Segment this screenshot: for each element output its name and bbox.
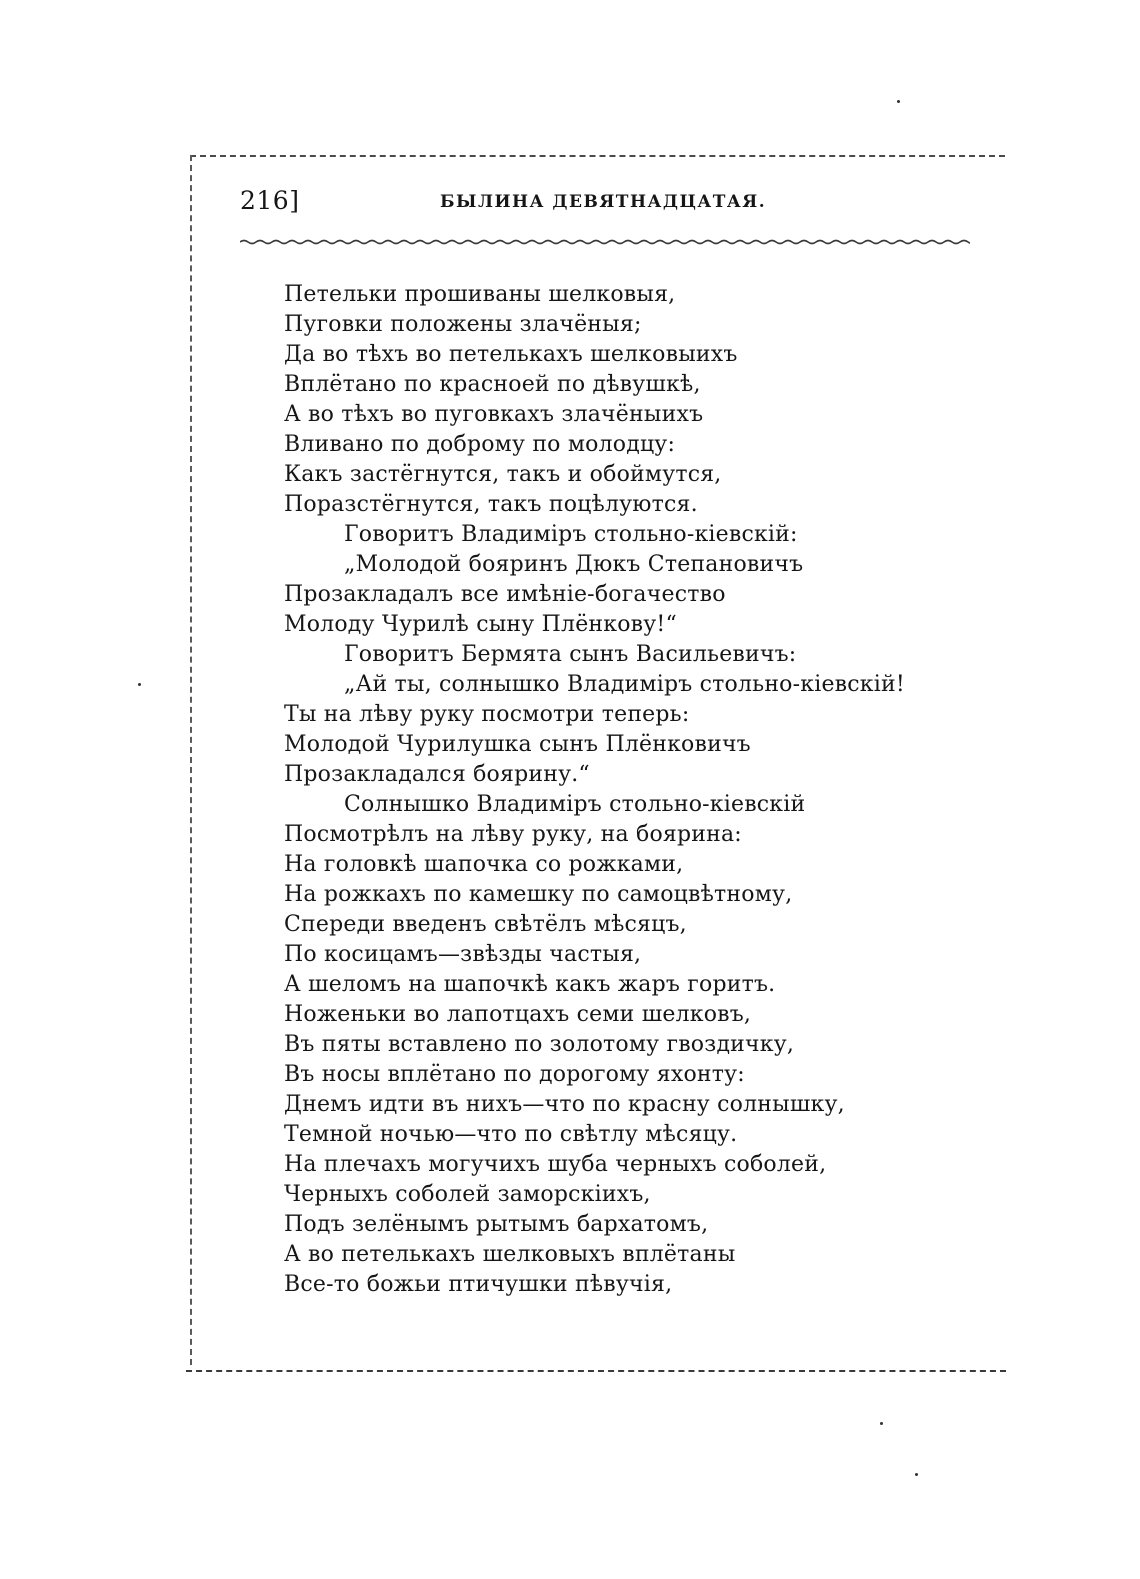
bottom-border-rule — [186, 1370, 1006, 1372]
verse-line: Ноженьки во лапотцахъ семи шелковъ, — [284, 1002, 752, 1027]
verse-line: Темной ночью—что по свѣтлу мѣсяцу. — [284, 1122, 738, 1147]
verse-line: На рожкахъ по камешку по самоцвѣтному, — [284, 882, 793, 907]
verse-line: Поразстёгнутся, такъ поцѣлуются. — [284, 492, 698, 517]
verse-line: Солнышко Владиміръ стольно-кіевскій — [344, 792, 806, 817]
verse-line: А во петелькахъ шелковыхъ вплётаны — [284, 1242, 736, 1267]
print-speck — [880, 1422, 883, 1425]
verse-line: Вплётано по красноей по дѣвушкѣ, — [284, 372, 701, 397]
page-number: 216] — [240, 186, 300, 215]
verse-line: Говоритъ Владиміръ стольно-кіевскій: — [344, 522, 798, 547]
verse-line: Днемъ идти въ нихъ—что по красну солнышку, — [284, 1092, 845, 1117]
verse-body — [284, 280, 984, 1300]
verse-line: Молоду Чурилѣ сыну Плёнкову!“ — [284, 612, 677, 637]
verse-line: Говоритъ Бермята сынъ Васильевичъ: — [344, 642, 797, 667]
verse-line: Въ носы вплётано по дорогому яхонту: — [284, 1062, 745, 1087]
verse-line: На головкѣ шапочка со рожками, — [284, 852, 684, 877]
verse-line: На плечахъ могучихъ шуба черныхъ соболей, — [284, 1152, 827, 1177]
verse-line: Какъ застёгнутся, такъ и обоймутся, — [284, 462, 722, 487]
running-title: БЫЛИНА ДЕВЯТНАДЦАТАЯ. — [440, 192, 767, 212]
verse-line: Черныхъ соболей заморскіихъ, — [284, 1182, 651, 1207]
verse-line: Въ пяты вставлено по золотому гвоздичку, — [284, 1032, 795, 1057]
verse-line: Ты на лѣву руку посмотри теперь: — [284, 702, 690, 727]
verse-line: По косицамъ—звѣзды частыя, — [284, 942, 642, 967]
verse-line: Пуговки положены злачёныя; — [284, 312, 642, 337]
verse-line: А во тѣхъ во пуговкахъ злачёныихъ — [284, 402, 704, 427]
print-speck — [897, 100, 900, 103]
verse-line: Да во тѣхъ во петелькахъ шелковыихъ — [284, 342, 738, 367]
verse-line: Подъ зелёнымъ рытымъ бархатомъ, — [284, 1212, 709, 1237]
verse-line: Молодой Чурилушка сынъ Плёнковичъ — [284, 732, 751, 757]
verse-line: Спереди введенъ свѣтёлъ мѣсяцъ, — [284, 912, 687, 937]
verse-line: „Молодой бояринъ Дюкъ Степановичъ — [344, 552, 804, 577]
verse-line: Прозакладался боярину.“ — [284, 762, 590, 787]
verse-line: Вливано по доброму по молодцу: — [284, 432, 676, 457]
print-speck — [138, 683, 141, 686]
wavy-ornament-rule — [240, 236, 970, 248]
print-speck — [915, 1473, 918, 1476]
verse-line: Все-то божьи птичушки пѣвучія, — [284, 1272, 673, 1297]
verse-line: Прозакладалъ все имѣніе-богачество — [284, 582, 726, 607]
verse-line: „Ай ты, солнышко Владиміръ стольно-кіевскій! — [344, 672, 905, 697]
verse-line: Петельки прошиваны шелковыя, — [284, 282, 676, 307]
page-header — [240, 182, 975, 222]
verse-line: Посмотрѣлъ на лѣву руку, на боярина: — [284, 822, 742, 847]
top-border-rule — [190, 155, 1005, 157]
left-border-rule — [190, 155, 192, 1365]
verse-line: А шеломъ на шапочкѣ какъ жаръ горитъ. — [284, 972, 776, 997]
